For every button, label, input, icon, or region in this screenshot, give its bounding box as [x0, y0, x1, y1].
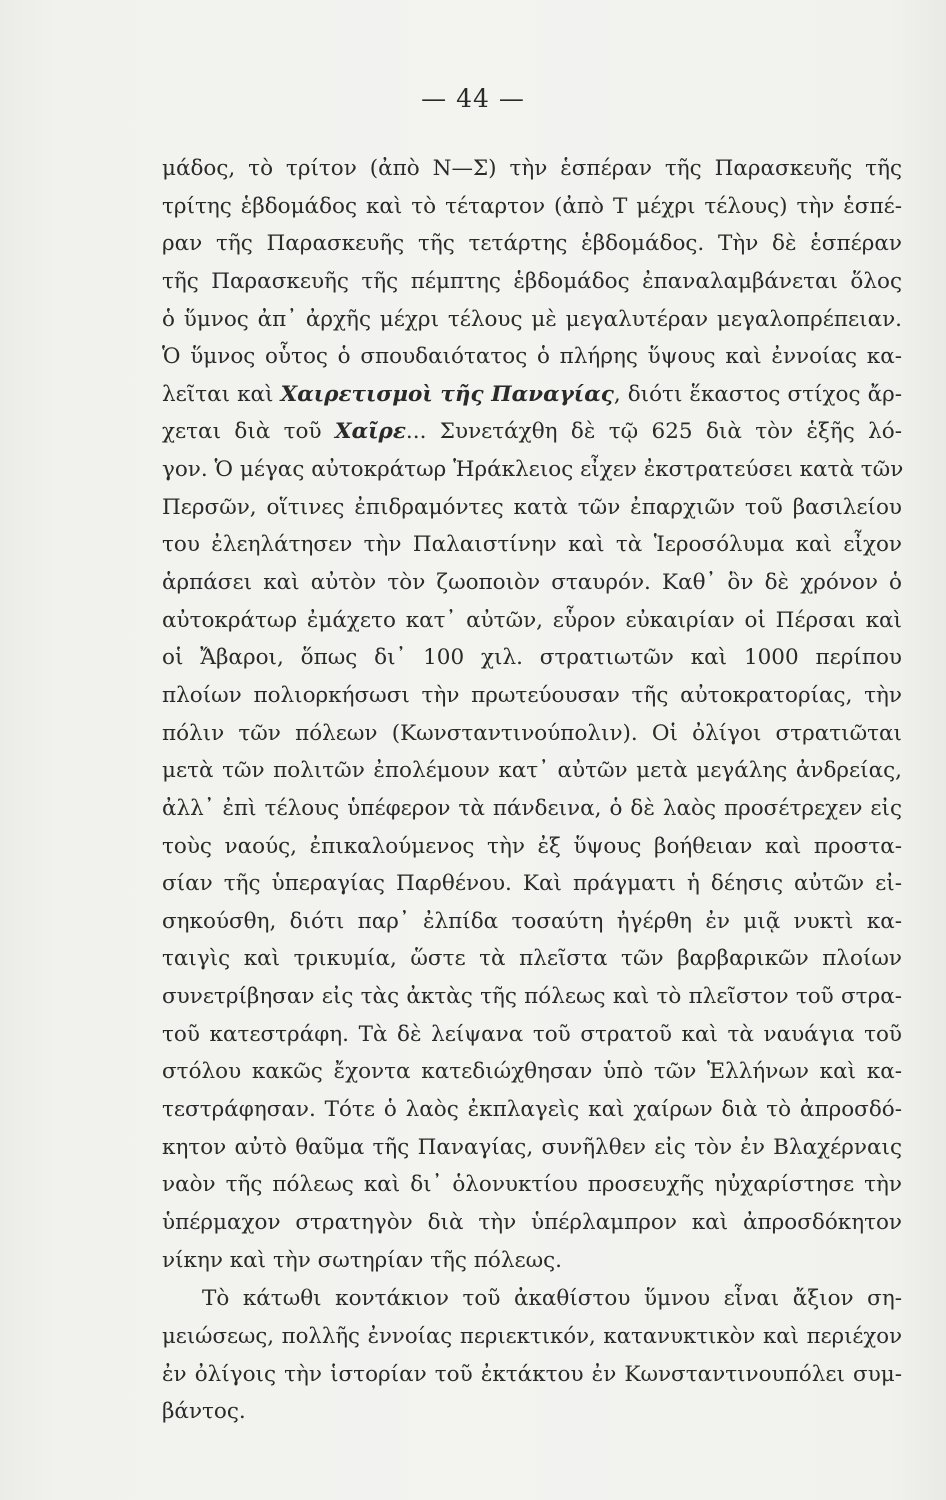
- text-line: ραν τῆς Παρασκευῆς τῆς τετάρτης ἑβδομάδος. Τὴν δὲ ἑσπέραν: [162, 231, 902, 257]
- text-line: μάδος, τὸ τρίτον (ἀπὸ Ν—Σ) τὴν ἑσπέραν τῆς Παρασκευῆς τῆς: [162, 156, 902, 181]
- text-line: ἀλλ᾽ ἐπὶ τέλους ὑπέφερον τὰ πάνδεινα, ὁ δὲ λαὸς προσέτρεχεν εἰς: [162, 795, 902, 821]
- text-line: πλοίων πολιορκήσωσι τὴν πρωτεύουσαν τῆς αὐτοκρατορίας, τὴν: [162, 682, 902, 708]
- text-line: σίαν τῆς ὑπεραγίας Παρθένου. Καὶ πράγματι ἡ δέησις αὐτῶν εἰ-: [162, 871, 902, 897]
- emphasized-word: Χαῖρε: [334, 419, 406, 445]
- text-line: του ἐλεηλάτησεν τὴν Παλαιστίνην καὶ τὰ Ἱεροσόλυμα καὶ εἶχον: [162, 532, 902, 558]
- text-line: [162, 413, 902, 451]
- text-line: τεστράφησαν. Τότε ὁ λαὸς ἐκπλαγεὶς καὶ χαίρων διὰ τὸ ἀπροσδό-: [162, 1097, 902, 1123]
- text-line: τρίτης ἑβδομάδος καὶ τὸ τέταρτον (ἀπὸ Τ μέχρι τέλους) τὴν ἑσπέ-: [162, 193, 902, 219]
- text-line: κητον αὐτὸ θαῦμα τῆς Παναγίας, συνῆλθεν εἰς τὸν ἐν Βλαχέρναις: [162, 1134, 902, 1160]
- text-line: ἁρπάσει καὶ αὐτὸν τὸν ζωοποιὸν σταυρόν. Καθ᾽ ὃν δὲ χρόνον ὁ: [162, 570, 902, 596]
- emphasized-title: Χαιρετισμοὶ τῆς Παναγίας: [280, 381, 614, 407]
- text-fragment: ... Συνετάχθη δὲ τῷ 625 διὰ τὸν ἑξῆς λό-: [405, 419, 902, 445]
- text-line: Ὁ ὕμνος οὗτος ὁ σπουδαιότατος ὁ πλήρης ὕψους καὶ ἐννοίας κα-: [162, 344, 902, 370]
- text-line: ταιγὶς καὶ τρικυμία, ὥστε τὰ πλεῖστα τῶν βαρβαρικῶν πλοίων: [162, 946, 902, 972]
- text-line: Περσῶν, οἵτινες ἐπιδραμόντες κατὰ τῶν ἐπαρχιῶν τοῦ βασιλείου: [162, 494, 902, 520]
- text-line: τοὺς ναούς, ἐπικαλούμενος τὴν ἐξ ὕψους βοήθειαν καὶ προστα-: [162, 833, 902, 859]
- page-number: — 44 —: [421, 84, 525, 113]
- text-fragment: λεῖται καὶ: [162, 381, 281, 407]
- text-line: [162, 376, 902, 414]
- text-line: αὐτοκράτωρ ἐμάχετο κατ᾽ αὐτῶν, εὗρον εὐκαιρίαν οἱ Πέρσαι καὶ: [162, 607, 902, 633]
- text-line: νίκην καὶ τὴν σωτηρίαν τῆς πόλεως.: [162, 1247, 562, 1273]
- text-line: σηκούσθη, διότι παρ᾽ ἐλπίδα τοσαύτη ἠγέρθη ἐν μιᾷ νυκτὶ κα-: [162, 908, 902, 934]
- text-line: μειώσεως, πολλῆς ἐννοίας περιεκτικόν, κατανυκτικὸν καὶ περιέχον: [162, 1323, 902, 1349]
- text-line: μετὰ τῶν πολιτῶν ἐπολέμουν κατ᾽ αὐτῶν μετὰ μεγάλης ἀνδρείας,: [162, 758, 902, 784]
- text-line: οἱ Ἄβαροι, ὅπως δι᾽ 100 χιλ. στρατιωτῶν καὶ 1000 περίπου: [162, 645, 902, 671]
- text-fragment: χεται διὰ τοῦ: [162, 419, 335, 445]
- text-line: ὁ ὕμνος ἀπ᾽ ἀρχῆς μέχρι τέλους μὲ μεγαλυτέραν μεγαλοπρέπειαν.: [162, 306, 902, 332]
- text-line: τοῦ κατεστράφη. Τὰ δὲ λείψανα τοῦ στρατοῦ καὶ τὰ ναυάγια τοῦ: [162, 1021, 902, 1047]
- body-text: [162, 150, 902, 1431]
- text-line: τῆς Παρασκευῆς τῆς πέμπτης ἑβδομάδος ἐπαναλαμβάνεται ὅλος: [162, 268, 902, 294]
- text-line: στόλου κακῶς ἔχοντα κατεδιώχθησαν ὑπὸ τῶν Ἑλλήνων καὶ κα-: [162, 1059, 902, 1085]
- text-line: ἐν ὀλίγοις τὴν ἱστορίαν τοῦ ἐκτάκτου ἐν Κωνσταντινουπόλει συμ-: [162, 1361, 902, 1387]
- text-fragment: , διότι ἕκαστος στίχος ἄρ-: [613, 381, 902, 407]
- text-line: πόλιν τῶν πόλεων (Κωνσταντινούπολιν). Οἱ ὀλίγοι στρατιῶται: [162, 720, 902, 746]
- text-line: Τὸ κάτωθι κοντάκιον τοῦ ἀκαθίστου ὕμνου εἶναι ἄξιον ση-: [202, 1286, 902, 1312]
- text-line: ναὸν τῆς πόλεως καὶ δι᾽ ὁλονυκτίου προσευχῆς ηὐχαρίστησε τὴν: [162, 1172, 902, 1198]
- text-line: γον. Ὁ μέγας αὐτοκράτωρ Ἡράκλειος εἶχεν ἐκστρατεύσει κατὰ τῶν: [162, 457, 904, 483]
- text-line: ὑπέρμαχον στρατηγὸν διὰ τὴν ὑπέρλαμπρον καὶ ἀπροσδόκητον: [162, 1209, 902, 1235]
- text-line: συνετρίβησαν εἰς τὰς ἀκτὰς τῆς πόλεως καὶ τὸ πλεῖστον τοῦ στρα-: [162, 984, 902, 1010]
- text-line: βάντος.: [162, 1399, 246, 1425]
